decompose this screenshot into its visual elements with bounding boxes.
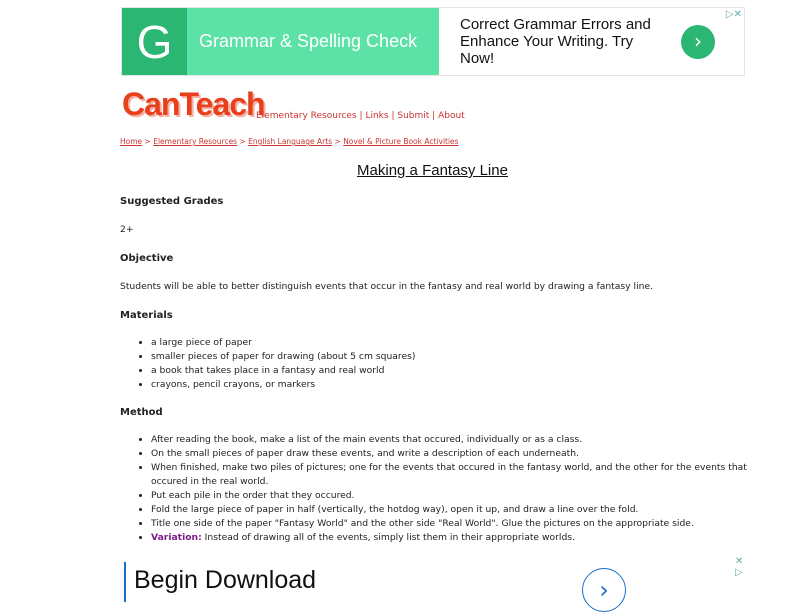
list-item: • smaller pieces of paper for drawing (about 5 cm squares) [151,350,750,364]
method-list [151,433,750,545]
list-item: • After reading the book, make a list of the main events that occured, individually or as a class. [151,433,750,447]
materials-heading: Materials [120,310,173,321]
list-item: • a book that takes place in a fantasy and real world [151,364,750,378]
materials-list [151,336,750,392]
crumb-novel[interactable]: Novel & Picture Book Activities [343,137,459,146]
ad-body[interactable]: Correct Grammar Errors and Enhance Your Writing. Try Now! [460,16,651,67]
list-item: • Fold the large piece of paper in half (vertically, the hotdog way), open it up, and draw a line over the fold. [151,503,750,517]
objective-heading: Objective [120,253,174,264]
ad-arrow-button[interactable]: › [681,25,715,59]
site-logo[interactable]: CanTeach [122,86,265,122]
list-item: • On the small pieces of paper draw these events, and write a description of each underneath. [151,447,750,461]
ad-accent-bar [124,562,126,602]
variation-text: Instead of drawing all of the events, simply list them in their appropriate worlds. [201,532,576,543]
crumb-elementary[interactable]: Elementary Resources [153,137,238,146]
list-item [151,531,750,545]
list-item: • Title one side of the paper "Fantasy World" and the other side "Real World". Glue the pictures on the appropriate side. [151,517,750,531]
crumb-ela[interactable]: English Language Arts [248,137,333,146]
nav-sep: | [359,111,363,121]
list-item: • crayons, pencil crayons, or markers [151,378,750,392]
ad-headline[interactable]: Grammar & Spelling Check [187,8,439,75]
crumb-sep: > [239,137,246,146]
list-item: • Put each pile in the order that they occured. [151,489,750,503]
objective-text: Students will be able to better distinguish events that occur in the fantasy and real world by drawing a fantasy line. [120,281,654,292]
ad-arrow-button[interactable]: › [582,568,626,612]
grades-heading: Suggested Grades [120,196,224,207]
nav-links[interactable]: Links [365,111,389,121]
breadcrumb [120,137,459,146]
method-heading: Method [120,407,163,418]
page-title: Making a Fantasy Line [357,162,508,179]
variation-label: Variation: [151,532,202,543]
lesson-content [120,195,750,559]
site-nav [256,111,465,121]
grades-value: 2+ [120,224,134,235]
adchoices-close-icon[interactable]: ▷✕ [725,9,742,20]
grammarly-logo-icon: G [122,8,187,75]
nav-submit[interactable]: Submit [397,111,430,121]
crumb-sep: > [144,137,151,146]
nav-about[interactable]: About [438,111,465,121]
crumb-home[interactable]: Home [120,137,143,146]
bottom-ad-banner[interactable] [124,556,748,604]
top-ad-banner[interactable] [121,7,745,76]
nav-elementary-resources[interactable]: Elementary Resources [256,111,357,121]
list-item: • When finished, make two piles of pictures; one for the events that occured in the fantasy world, and the other for the events that occured in the real world. [151,461,750,489]
adchoices-close-icon[interactable]: ✕ ▷ [735,556,744,578]
list-item: • a large piece of paper [151,336,750,350]
nav-sep: | [391,111,395,121]
ad-headline[interactable]: Begin Download [134,566,317,594]
nav-sep: | [432,111,436,121]
crumb-sep: > [334,137,341,146]
